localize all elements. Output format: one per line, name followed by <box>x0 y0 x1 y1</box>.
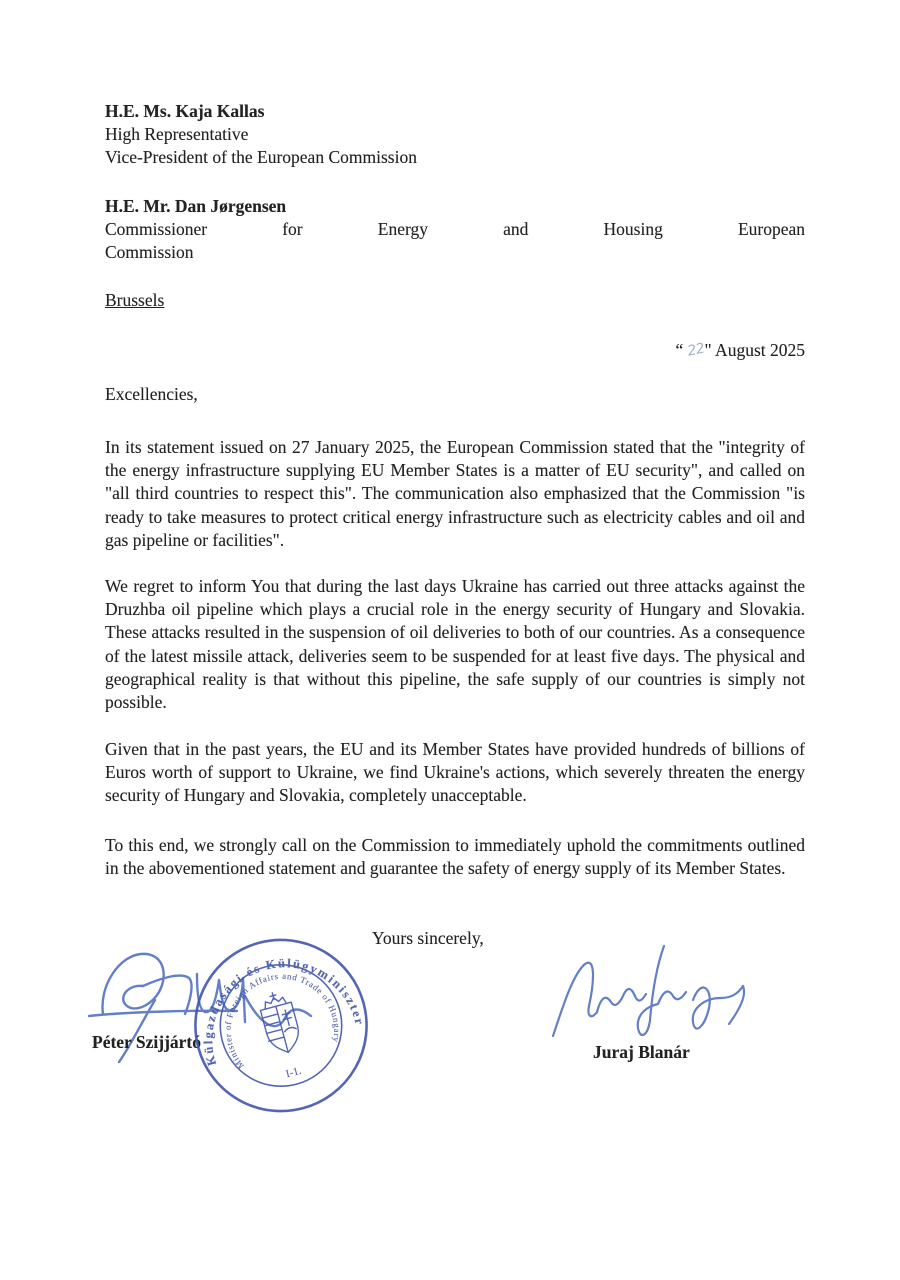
closing-line: Yours sincerely, <box>372 928 484 948</box>
date-close-quote: " <box>704 340 712 360</box>
stamp-number: I-1. <box>284 1064 303 1081</box>
recipient-primary-block <box>105 100 805 170</box>
recipient-primary-title1: High Representative <box>105 124 249 145</box>
stamp-outer-text: Külgazdasági és Külügyminiszter <box>201 956 368 1068</box>
stamp-coat-of-arms <box>257 989 304 1057</box>
juraj-blanar-signature <box>545 936 755 1046</box>
date-line <box>105 339 805 364</box>
salutation: Excellencies, <box>105 384 198 404</box>
paragraph-4: To this end, we strongly call on the Commission to immediately uphold the commitments outlined in the abovementioned statement and guarantee the safety of energy supply of its Member States. <box>105 835 805 879</box>
peter-szijjarto-name: Péter Szijjártó <box>92 1032 201 1052</box>
date-rest: August 2025 <box>711 340 805 360</box>
location-line <box>105 289 805 312</box>
recipient-primary-title2: Vice-President of the European Commission <box>105 147 417 168</box>
handwritten-day: 22 <box>685 340 706 360</box>
recipient-secondary-title2: Commission <box>105 242 194 263</box>
location-text: Brussels <box>105 290 165 310</box>
recipient-secondary-title1: Commissioner for Energy and Housing European <box>105 219 805 240</box>
svg-text:Külgazdasági és Külügyminiszte <box>186 937 367 1067</box>
recipient-secondary-name: H.E. Mr. Dan Jørgensen <box>105 196 287 216</box>
ministry-stamp <box>186 928 376 1123</box>
date-open-quote: “ <box>675 340 688 360</box>
paragraph-3: Given that in the past years, the EU and its Member States have provided hundreds of billions of Euros worth of support to Ukraine, we find Ukraine's actions, which severely threaten the energy security of Hungary and Slovakia, completely unacceptable. <box>105 739 805 806</box>
recipient-secondary-block <box>105 195 805 265</box>
paragraph-2: We regret to inform You that during the last days Ukraine has carried out three attacks against the Druzhba oil pipeline which plays a crucial role in the energy security of Hungary and Slovakia. These attacks resulted in the suspension of oil deliveries to both of our countries. As a consequence of the latest missile attack, deliveries seem to be suspended for at least five days. The physical and geographical reality is that without this pipeline, the safe supply of our countries is simply not possible. <box>105 576 805 713</box>
stamp-inner-text: Minister of Foreign Affairs and Trade of Hungary <box>222 970 343 1071</box>
paragraph-1: In its statement issued on 27 January 2025, the European Commission stated that the "integrity of the energy infrastructure supplying EU Member States is a matter of EU security", and called on "all third countries to respect this". The communication also emphasized that the Commission "is ready to take measures to protect critical energy infrastructure such as electricity cables and oil and gas pipeline or facilities". <box>105 437 805 550</box>
juraj-blanar-name: Juraj Blanár <box>593 1042 690 1062</box>
recipient-primary-name: H.E. Ms. Kaja Kallas <box>105 101 265 121</box>
